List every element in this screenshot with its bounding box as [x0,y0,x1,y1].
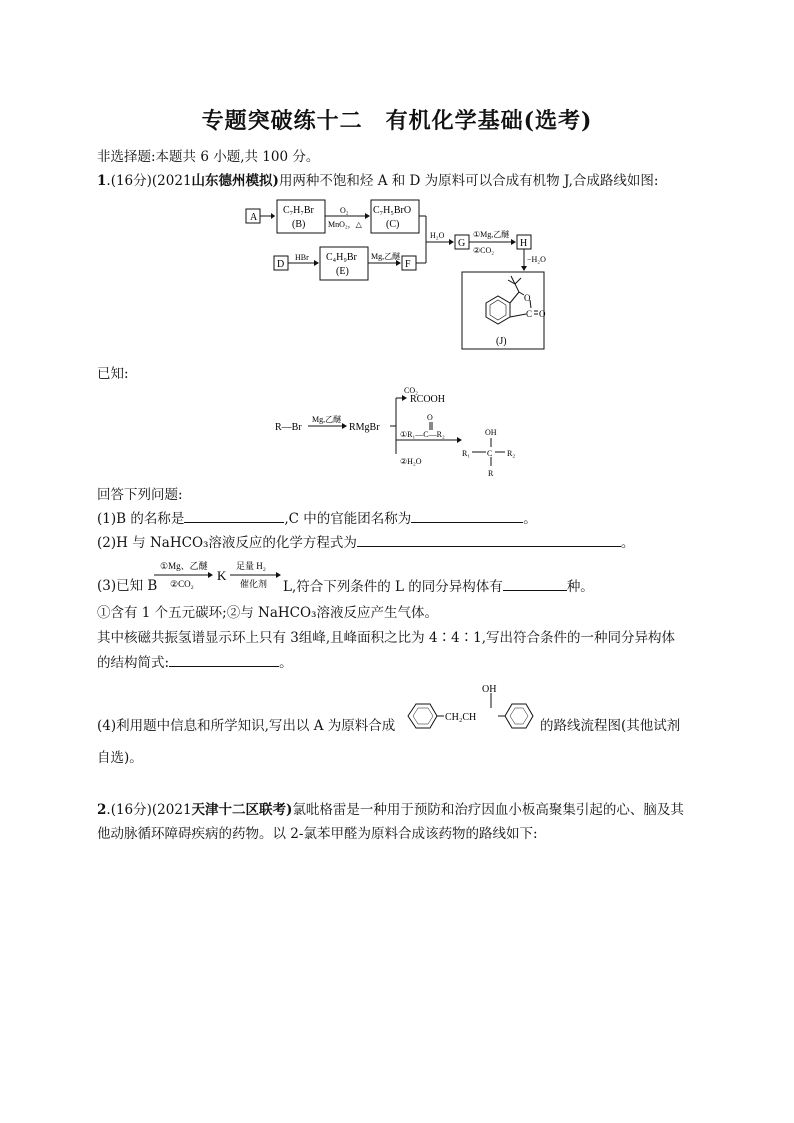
part-3-arrow-1-top: ①Mg、乙醚 [160,561,208,571]
question-1-part-1 [97,508,537,529]
part-1-text-c: 。 [523,511,537,527]
known-rmgbr: RMgBr [349,422,380,433]
J-carbonyl-oxygen: O [539,309,546,319]
target-chain: CH₂CH [445,712,477,723]
reagent-B-C-bottom: MnO₂，△ [328,220,362,229]
reagent-B-C-top: O₂ [340,206,349,215]
known-co2: CO₂ [404,386,418,395]
part-3-arrow-1-bottom: ②CO₂ [170,579,194,589]
reagent-G-H-1: ①Mg,乙醚 [473,230,510,239]
known-reaction [272,382,532,482]
question-1-number: 1 [97,173,107,189]
known-label: 已知: [97,366,129,382]
part-2-text-a: (2)H 与 NaHCO₃溶液反应的化学方程式为 [97,535,357,551]
label-D: D [277,259,285,270]
section-intro: 非选择题:本题共 6 小题,共 100 分。 [97,149,320,165]
part-1-text-a: (1)B 的名称是 [97,511,185,527]
question-2-text: 氯吡格雷是一种用于预防和治疗因血小板高聚集引起的心、脑及其 [292,802,684,818]
reagent-D-E: HBr [295,253,309,262]
known-reagent: Mg,乙醚 [312,415,342,424]
question-2-points: .(16分)(2021 [106,802,192,818]
part-3-nmr-2-text: 的结构简式: [97,655,170,671]
formula-C: C₇H₅BrO [373,205,412,216]
reagent-H-J: −H₂O [527,255,546,264]
answer-blank-isomer-count[interactable] [503,576,567,591]
known-rcooh: RCOOH [410,394,446,405]
label-C: (C) [386,219,400,230]
label-F: F [405,259,411,270]
part-3-text-b: L,符合下列条件的 L 的同分异构体有 [283,579,503,595]
part-2-text-b: 。 [620,535,635,551]
part-3-continue [283,576,594,597]
part-3-text-a: (3)已知 B [97,578,158,594]
part-4-text-c: 自选)。 [97,750,143,766]
part-3-K: K [217,568,227,583]
target-structure [402,680,542,740]
question-2-header [97,800,684,820]
formula-E: C₄H₉Br [326,252,357,263]
question-2-number: 2 [97,802,107,818]
answer-blank-B-name[interactable] [184,508,284,523]
known-start: R—Br [275,422,302,433]
part-4-text-b: 的路线流程图(其他试剂 [540,718,681,734]
question-1-text: 用两种不饱和烃 A 和 D 为原料可以合成有机物 J,合成路线如图: [278,173,659,189]
part-4-text-a: (4)利用题中信息和所学知识,写出以 A 为原料合成 [97,718,396,734]
part-1-text-b: ,C 中的官能团名称为 [284,511,412,527]
label-E: (E) [336,266,349,277]
known-ketone-oxygen: O [427,413,433,422]
answer-prompt: 回答下列问题: [97,487,183,503]
part-3-nmr: 其中核磁共振氢谱显示环上只有 3组峰,且峰面积之比为 4∶4∶1,写出符合条件的一种同分异构体 [97,630,676,646]
known-product-OH: OH [485,428,497,437]
page-title: 专题突破练十二 有机化学基础(选考) [201,108,593,134]
known-step-1: ①R₁—C—R₂ [400,430,445,439]
reagent-E-F: Mg,乙醚 [371,252,401,261]
part-3-text-c: 种。 [566,579,594,595]
question-1-part-2 [97,532,634,553]
part-3-arrow-2-bottom: 催化剂 [240,579,268,589]
answer-blank-structure[interactable] [169,652,279,667]
known-product-C: C [487,449,493,458]
known-product-R: R [488,469,494,478]
question-1-points: .(16分)(2021 [106,173,192,189]
answer-blank-equation[interactable] [357,532,621,547]
question-2-text-2: 他动脉循环障碍疾病的药物。以 2-氯苯甲醛为原料合成该药物的路线如下: [97,826,538,842]
label-J: (J) [496,336,507,347]
label-G: G [458,238,466,249]
synthesis-scheme [240,195,560,355]
part-3-conditions: ①含有 1 个五元碳环;②与 NaHCO₃溶液反应产生气体。 [97,605,438,621]
part-3-arrow-2-top: 足量 H₂ [236,561,266,571]
part-3-nmr-2 [97,652,293,673]
part-3-end: 。 [279,655,293,671]
formula-B: C₇H₇Br [283,205,314,216]
known-step-2: ②H₂O [400,457,422,466]
reagent-F-G: H₂O [430,231,445,240]
label-A: A [250,212,258,223]
answer-blank-C-group[interactable] [411,508,523,523]
label-B: (B) [292,219,306,230]
J-carbonyl-carbon: C [526,309,533,319]
target-OH: OH [482,684,497,695]
question-1-part-3 [97,576,157,596]
label-H: H [520,238,528,249]
reagent-G-H-2: ②CO₂ [473,246,495,255]
part-3-arrows [154,556,284,596]
known-product-R1: R₁ [462,449,471,458]
question-1-source: 山东德州模拟) [191,173,279,189]
question-2-source: 天津十二区联考) [191,802,293,818]
question-1-header [97,171,658,191]
known-product-R2: R₂ [507,449,516,458]
J-ring-oxygen: O [524,293,531,303]
